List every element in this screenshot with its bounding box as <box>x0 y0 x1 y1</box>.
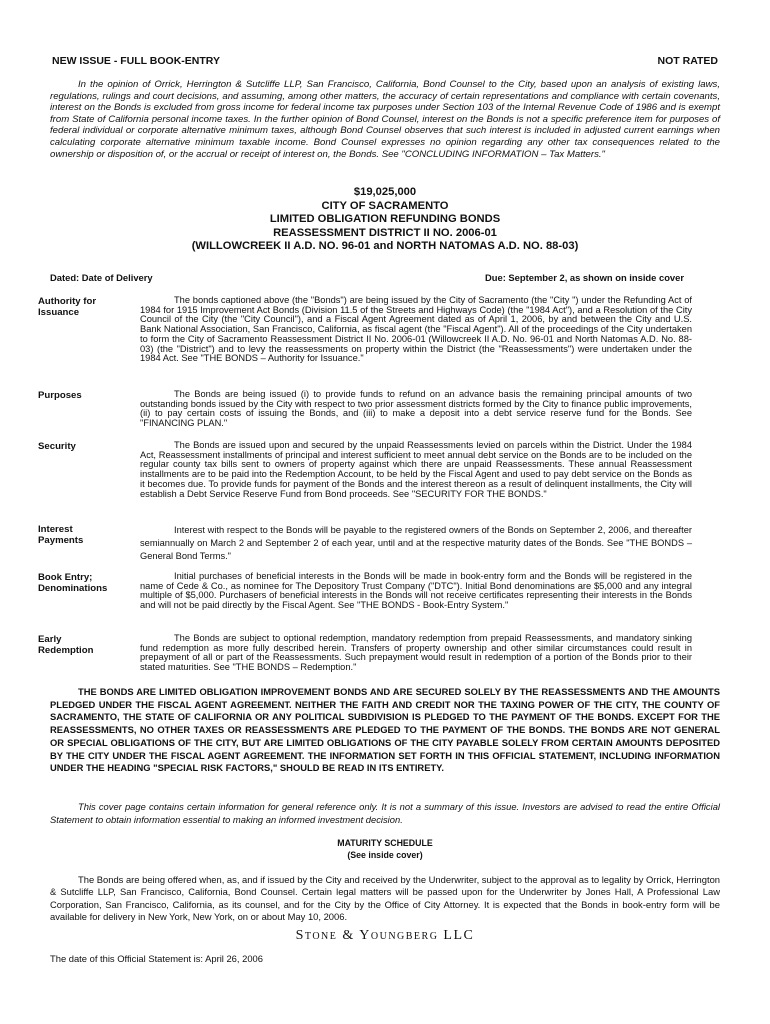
label-line: Redemption <box>38 645 94 656</box>
underwriter-logo: Stone & Youngberg LLC <box>295 928 475 943</box>
bond-name: LIMITED OBLIGATION REFUNDING BONDS <box>269 213 501 226</box>
bond-title-block <box>0 186 770 254</box>
notice-text: THE BONDS ARE LIMITED OBLIGATION IMPROVEMENT BONDS AND ARE SECURED SOLELY BY THE REASSESSMENTS AND THE AMOUNTS PLEDGED UNDER THE FISCAL AGENT AGREEMENT. NEITHER THE FAITH AND CREDIT NOR THE TAXING POWER OF THE CITY, THE COUNTY OF SACRAMENTO, THE STATE OF CALIFORNIA OR ANY POLITICAL SUBDIVISION IS PLEDGED TO THE PAYMENT OF THE BONDS. EXCEPT FOR THE REASSESSMENTS, NO OTHER TAXES OR REASSESSMENTS ARE PLEDGED TO THE PAYMENT OF THE BONDS. THE BONDS ARE NOT GENERAL OR SPECIAL OBLIGATIONS OF THE CITY, BUT ARE LIMITED OBLIGATIONS OF THE CITY PAYABLE SOLELY FROM CERTAIN AMOUNTS DEPOSITED BY THE CITY UNDER THE FISCAL AGENT AGREEMENT. THE INFORMATION SET FORTH IN THIS OFFICIAL STATEMENT, INCLUDING INFORMATION UNDER THE HEADING "SPECIAL RISK FACTORS," SHOULD BE READ IN ITS ENTIRETY. <box>50 686 720 774</box>
opinion-text: In the opinion of Orrick, Herrington & Sutcliffe LLP, San Francisco, California, Bond Counsel to the City, based upon an analysis of existing laws, regulations, rulings and court decisions, and assuming, among other matters, the accuracy of certain representations and compliance with certain covenants, interest on the Bonds is excluded from gross income for federal income tax purposes under Section 103 of the Internal Revenue Code of 1986 and is exempt from State of California personal income taxes. In the further opinion of Bond Counsel, interest on the Bonds is not a specific preference item for purposes of federal individual or corporate alternative minimum taxes, although Bond Counsel observes that such interest is included in adjusted current earnings when calculating corporate alternative minimum taxable income. Bond Counsel expresses no opinion regarding any other tax consequences related to the ownership or disposition of, or the accrual or receipt of interest on, the Bonds. See "CONCLUDING INFORMATION – Tax Matters." <box>50 79 720 160</box>
offering-paragraph <box>50 874 720 924</box>
dated-due-line <box>50 272 684 286</box>
dated-date: Dated: Date of Delivery <box>50 272 153 283</box>
due-date: Due: September 2, as shown on inside cover <box>484 272 684 283</box>
section-label <box>38 572 128 594</box>
bond-counsel-opinion <box>50 79 720 160</box>
limited-obligation-notice <box>50 686 720 775</box>
section-label <box>38 296 128 318</box>
section-paragraph: The Bonds are subject to optional redemption, mandatory redemption from prepaid Reassessments, and mandatory sinking fund redemption as more fully described herein. Transfers of property ownership and other similar circumstances could result in prepayment of all or part of the Reassessments. Such prepayment would result in redemption of a portion of the Bonds prior to their stated maturities. See "THE BONDS – Redemption." <box>140 633 692 673</box>
label-line: Denominations <box>38 583 108 594</box>
section-text <box>140 441 692 499</box>
label-line: Payments <box>38 535 84 546</box>
maturity-subtitle: (See inside cover) <box>347 849 423 860</box>
section-text <box>140 572 692 611</box>
section-text <box>140 524 692 563</box>
section-label <box>38 634 128 656</box>
subdistricts: (WILLOWCREEK II A.D. NO. 96-01 and NORTH NATOMAS A.D. NO. 88-03) <box>191 240 579 253</box>
offering-text: The Bonds are being offered when, as, and if issued by the City and received by the Underwriter, subject to the approval as to legality by Orrick, Herrington & Sutcliffe LLP, San Francisco, California, Bond Counsel. Certain legal matters will be passed upon for the Underwriter by Jones Hall, A Professional Law Corporation, San Francisco, California, as its counsel, and for the City by the Office of City Attorney. It is expected that the Bonds in book-entry form will be available for delivery in New York, New York, on or about May 10, 2006. <box>50 874 720 923</box>
section-label <box>38 441 128 452</box>
section-label <box>38 390 128 401</box>
section-paragraph: Initial purchases of beneficial interests in the Bonds will be made in book-entry form and the Bonds will be registered in the name of Cede & Co., as nominee for The Depository Trust Company ("DTC"). Initial Bond denominations are $5,000 and any integral multiple of $5,000. Purchasers of beneficial interests in the Bonds will not receive certificates representing their interests in the Bonds and will not be paid directly by the Fiscal Agent. See "THE BONDS - Book-Entry System." <box>140 571 692 611</box>
label-line: Interest <box>38 524 73 535</box>
section-text <box>140 296 692 364</box>
section-paragraph: The Bonds are being issued (i) to provide funds to refund on an advance basis the remaining principal amounts of two outstanding bonds issued by the City with respect to two prior assessment districts formed by the City to finance public improvements, (ii) to pay certain costs of issuing the Bonds, and (iii) to make a deposit into a debt service reserve fund for the Bonds. See "FINANCING PLAN." <box>140 389 692 429</box>
label-line: Security <box>38 441 76 452</box>
label-line: Early <box>38 634 62 645</box>
section-paragraph: The Bonds are issued upon and secured by the unpaid Reassessments levied on parcels within the District. Under the 1984 Act, Reassessment installments of principal and interest sufficient to meet annual debt service on the Bonds are to be included on the regular county tax bills sent to owners of property against which there are unpaid Reassessments. These annual Reassessment installments are to be paid into the Redemption Account, to be held by the Fiscal Agent and used to pay debt service on the Bonds as it becomes due. To provide funds for payment of the Bonds and the interest thereon as a result of delinquent installments, the City will establish a Debt Service Reserve Fund from Bond proceeds. See "SECURITY FOR THE BONDS." <box>140 440 692 499</box>
cover-header <box>52 55 718 69</box>
cover-page-note <box>50 801 720 826</box>
label-line: Purposes <box>38 390 82 401</box>
maturity-title: MATURITY SCHEDULE <box>337 838 433 848</box>
bond-amount: $19,025,000 <box>353 186 417 198</box>
label-line: Authority for <box>38 296 97 307</box>
district-name: REASSESSMENT DISTRICT II NO. 2006-01 <box>273 226 497 239</box>
section-label <box>38 524 128 546</box>
section-paragraph: Interest with respect to the Bonds will be payable to the registered owners of the Bonds on September 2, 2006, and thereafter semiannually on March 2 and September 2 of each year, until and at the respective maturity dates of the Bonds. See "THE BONDS – General Bond Terms." <box>140 525 692 561</box>
label-line: Book Entry; <box>38 572 93 583</box>
issuer-name: CITY OF SACRAMENTO <box>321 199 449 212</box>
rating-status: NOT RATED <box>657 55 718 67</box>
section-text <box>140 390 692 429</box>
section-text <box>140 634 692 673</box>
label-line: Issuance <box>38 307 80 318</box>
issue-type: NEW ISSUE - FULL BOOK-ENTRY <box>52 55 220 67</box>
note-text: This cover page contains certain information for general reference only. It is not a summary of this issue. Investors are advised to read the entire Official Statement to obtain information essential to making an informed investment decision. <box>50 801 720 825</box>
maturity-schedule-heading <box>0 838 770 862</box>
section-paragraph: The bonds captioned above (the "Bonds") are being issued by the City of Sacramento (the "City ") under the Refunding Act of 1984 for 1915 Improvement Act Bonds (Division 11.5 of the Streets and Highways Code) (the "1984 Act"), and a Resolution of the City Council of the City (the "City Council"), and a Fiscal Agent Agreement dated as of April 1, 2006, by and between the City and U.S. Bank National Association, San Francisco, California, as fiscal agent (the "Fiscal Agent"). All of the proceedings of the City undertaken to form the City of Sacramento Reassessment District II No. 2006-01 (Willowcreek II A.D. No. 96-01 and North Natomas A.D. No. 88-03) (the "District") and to levy the reassessments on property within the District (the "Reassessments") were undertaken under the 1984 Act. See "THE BONDS – Authority for Issuance." <box>140 295 692 364</box>
statement-date: The date of this Official Statement is: April 26, 2006 <box>50 953 263 964</box>
